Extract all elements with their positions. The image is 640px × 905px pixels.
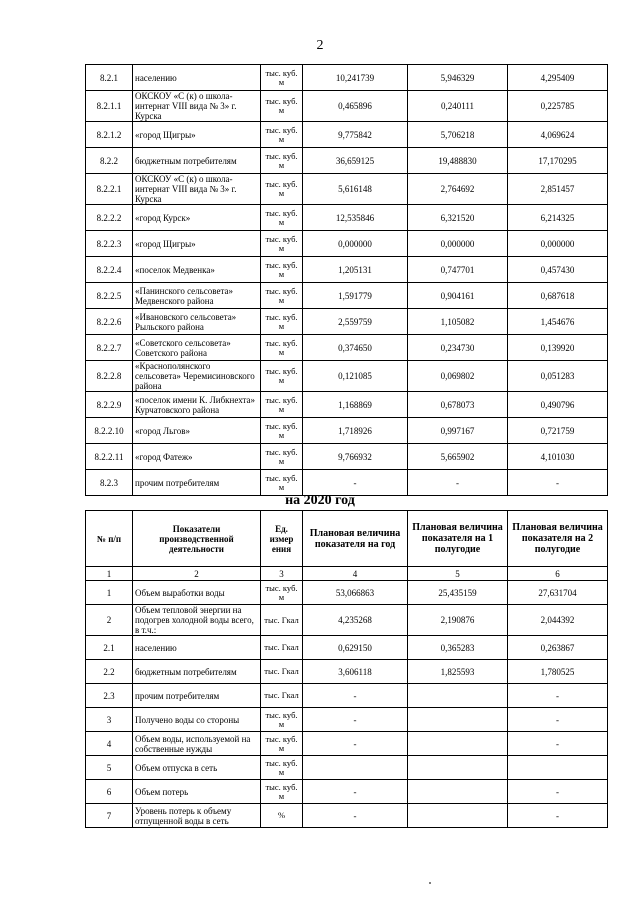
row-code: 2.2 (86, 660, 133, 684)
row-value-second-half: 0,000000 (508, 231, 608, 257)
row-value-year: 53,066863 (303, 581, 408, 605)
row-name: Объем выработки воды (133, 581, 261, 605)
header-unit: Ед. измер ения (261, 511, 303, 567)
row-value-second-half: - (508, 470, 608, 496)
section-title: на 2020 год (285, 493, 355, 508)
table-row (86, 283, 608, 309)
row-value-first-half: 5,665902 (408, 444, 508, 470)
row-value-first-half (408, 804, 508, 828)
row-value-year: 0,121085 (303, 361, 408, 392)
row-name: населению (133, 636, 261, 660)
row-code: 7 (86, 804, 133, 828)
row-value-first-half: 2,190876 (408, 605, 508, 636)
row-value-second-half: 2,044392 (508, 605, 608, 636)
row-name: «город Щигры» (133, 122, 261, 148)
row-value-second-half: - (508, 684, 608, 708)
row-code: 8.2.2.6 (86, 309, 133, 335)
row-unit: тыс. куб. м (261, 581, 303, 605)
row-unit: тыс. куб. м (261, 231, 303, 257)
table-row (86, 756, 608, 780)
row-name: «город Фатеж» (133, 444, 261, 470)
row-code: 4 (86, 732, 133, 756)
row-value-first-half: 0,904161 (408, 283, 508, 309)
row-value-year: 0,465896 (303, 91, 408, 122)
row-unit: тыс. куб. м (261, 283, 303, 309)
row-value-second-half: 0,721759 (508, 418, 608, 444)
row-name: бюджетным потребителям (133, 148, 261, 174)
table-row (86, 780, 608, 804)
column-number: 5 (408, 567, 508, 581)
row-unit: тыс. куб. м (261, 780, 303, 804)
column-number: 4 (303, 567, 408, 581)
row-value-first-half: 1,825593 (408, 660, 508, 684)
row-value-year: 1,718926 (303, 418, 408, 444)
table-row (86, 361, 608, 392)
row-value-first-half: 5,706218 (408, 122, 508, 148)
row-value-second-half: 4,101030 (508, 444, 608, 470)
row-value-second-half: 1,454676 (508, 309, 608, 335)
row-name: «Краснополянского сельсовета» Черемисиновского района (133, 361, 261, 392)
row-value-year: 9,775842 (303, 122, 408, 148)
row-code: 8.2.2.4 (86, 257, 133, 283)
row-unit: тыс. куб. м (261, 418, 303, 444)
row-name: населению (133, 65, 261, 91)
row-code: 3 (86, 708, 133, 732)
row-value-first-half: 0,240111 (408, 91, 508, 122)
table-row (86, 65, 608, 91)
row-code: 8.2.2.7 (86, 335, 133, 361)
row-name: ОКСКОУ «С (к) о школа-интернат VIII вида № 3» г. Курска (133, 174, 261, 205)
table-row (86, 148, 608, 174)
row-value-year: 0,374650 (303, 335, 408, 361)
table-row (86, 804, 608, 828)
row-unit: тыс. куб. м (261, 392, 303, 418)
row-value-first-half: 25,435159 (408, 581, 508, 605)
row-value-second-half: 2,851457 (508, 174, 608, 205)
row-code: 8.2.1.1 (86, 91, 133, 122)
row-value-year: 1,205131 (303, 257, 408, 283)
row-name: прочим потребителям (133, 470, 261, 496)
row-value-second-half: 0,490796 (508, 392, 608, 418)
table-row (86, 732, 608, 756)
table-row (86, 309, 608, 335)
row-value-year: - (303, 708, 408, 732)
row-value-year: 1,591779 (303, 283, 408, 309)
row-value-first-half: 5,946329 (408, 65, 508, 91)
row-code: 8.2.3 (86, 470, 133, 496)
row-unit: тыс. куб. м (261, 205, 303, 231)
row-value-second-half (508, 756, 608, 780)
row-unit: % (261, 804, 303, 828)
row-name: Объем потерь (133, 780, 261, 804)
row-code: 8.2.2 (86, 148, 133, 174)
row-unit: тыс. Гкал (261, 636, 303, 660)
row-name: «город Курск» (133, 205, 261, 231)
row-unit: тыс. куб. м (261, 470, 303, 496)
table-row (86, 91, 608, 122)
row-name: «Советского сельсовета» Советского района (133, 335, 261, 361)
row-name: «поселок Медвенка» (133, 257, 261, 283)
row-unit: тыс. куб. м (261, 335, 303, 361)
row-unit: тыс. куб. м (261, 309, 303, 335)
bottom-data-table (85, 510, 608, 828)
table-row (86, 257, 608, 283)
table-row (86, 392, 608, 418)
header-name: Показатели производственной деятельности (133, 511, 261, 567)
row-code: 2.3 (86, 684, 133, 708)
row-value-second-half: 0,263867 (508, 636, 608, 660)
row-unit: тыс. куб. м (261, 756, 303, 780)
row-unit: тыс. куб. м (261, 257, 303, 283)
row-value-second-half: 6,214325 (508, 205, 608, 231)
row-value-year: 9,766932 (303, 444, 408, 470)
table-row (86, 605, 608, 636)
row-value-second-half: - (508, 780, 608, 804)
row-name: «Панинского сельсовета» Медвенского района (133, 283, 261, 309)
row-code: 1 (86, 581, 133, 605)
row-value-year: - (303, 684, 408, 708)
header-h2: Плановая величина показателя на 2 полугодие (508, 511, 608, 567)
table-row (86, 708, 608, 732)
row-code: 2 (86, 605, 133, 636)
row-value-year: - (303, 804, 408, 828)
row-value-second-half: - (508, 732, 608, 756)
header-year: Плановая величина показателя на год (303, 511, 408, 567)
table-row (86, 418, 608, 444)
row-value-first-half: 19,488830 (408, 148, 508, 174)
row-code: 8.2.2.11 (86, 444, 133, 470)
row-value-first-half: 0,365283 (408, 636, 508, 660)
row-name: Объем воды, используемой на собственные нужды (133, 732, 261, 756)
row-unit: тыс. Гкал (261, 684, 303, 708)
row-unit: тыс. куб. м (261, 122, 303, 148)
row-code: 6 (86, 780, 133, 804)
row-name: Уровень потерь к объему отпущенной воды в сеть (133, 804, 261, 828)
row-code: 8.2.1 (86, 65, 133, 91)
column-number: 3 (261, 567, 303, 581)
row-value-first-half: 0,000000 (408, 231, 508, 257)
row-unit: тыс. куб. м (261, 91, 303, 122)
row-code: 8.2.2.2 (86, 205, 133, 231)
table-row (86, 205, 608, 231)
row-value-second-half: - (508, 804, 608, 828)
row-name: «Ивановского сельсовета» Рыльского района (133, 309, 261, 335)
row-value-year: - (303, 780, 408, 804)
row-value-year: - (303, 470, 408, 496)
row-code: 5 (86, 756, 133, 780)
row-name: «город Щигры» (133, 231, 261, 257)
row-value-first-half (408, 684, 508, 708)
row-code: 8.2.2.3 (86, 231, 133, 257)
row-value-year: 10,241739 (303, 65, 408, 91)
row-value-year: 0,629150 (303, 636, 408, 660)
row-name: «поселок имени К. Либкнехта» Курчатовского района (133, 392, 261, 418)
table-row (86, 231, 608, 257)
row-code: 8.2.2.10 (86, 418, 133, 444)
row-value-year: 5,616148 (303, 174, 408, 205)
row-value-first-half (408, 708, 508, 732)
row-value-second-half: 17,170295 (508, 148, 608, 174)
row-code: 8.2.2.5 (86, 283, 133, 309)
row-value-year: 12,535846 (303, 205, 408, 231)
row-code: 8.2.2.1 (86, 174, 133, 205)
row-value-second-half: 4,295409 (508, 65, 608, 91)
table-row (86, 684, 608, 708)
column-number: 2 (133, 567, 261, 581)
row-name: ОКСКОУ «С (к) о школа-интернат VIII вида № 3» г. Курска (133, 91, 261, 122)
row-name: прочим потребителям (133, 684, 261, 708)
row-value-first-half: 0,069802 (408, 361, 508, 392)
row-value-second-half: 0,051283 (508, 361, 608, 392)
row-unit: тыс. Гкал (261, 660, 303, 684)
row-unit: тыс. куб. м (261, 444, 303, 470)
row-value-second-half: 27,631704 (508, 581, 608, 605)
row-value-year: 1,168869 (303, 392, 408, 418)
table-row (86, 174, 608, 205)
row-value-first-half: 6,321520 (408, 205, 508, 231)
row-value-first-half (408, 732, 508, 756)
row-unit: тыс. куб. м (261, 65, 303, 91)
row-value-first-half: 2,764692 (408, 174, 508, 205)
table-row (86, 444, 608, 470)
table-row (86, 335, 608, 361)
page-number: 2 (316, 38, 324, 53)
row-value-second-half: 0,687618 (508, 283, 608, 309)
row-name: «город Льгов» (133, 418, 261, 444)
header-num: № п/п (86, 511, 133, 567)
column-number: 6 (508, 567, 608, 581)
row-value-year: 2,559759 (303, 309, 408, 335)
row-value-second-half: - (508, 708, 608, 732)
row-code: 8.2.1.2 (86, 122, 133, 148)
row-value-first-half: 1,105082 (408, 309, 508, 335)
row-value-year: - (303, 732, 408, 756)
row-unit: тыс. куб. м (261, 732, 303, 756)
row-value-year: 36,659125 (303, 148, 408, 174)
row-value-first-half: 0,747701 (408, 257, 508, 283)
table-row (86, 470, 608, 496)
row-unit: тыс. куб. м (261, 361, 303, 392)
row-name: бюджетным потребителям (133, 660, 261, 684)
row-code: 8.2.2.8 (86, 361, 133, 392)
table-row (86, 636, 608, 660)
row-value-second-half: 1,780525 (508, 660, 608, 684)
row-value-first-half: 0,997167 (408, 418, 508, 444)
row-value-year: 0,000000 (303, 231, 408, 257)
row-name: Объем тепловой энергии на подогрев холодной воды всего, в т.ч.: (133, 605, 261, 636)
row-unit: тыс. куб. м (261, 148, 303, 174)
row-value-second-half: 4,069624 (508, 122, 608, 148)
table-row (86, 660, 608, 684)
row-unit: тыс. куб. м (261, 708, 303, 732)
table-row (86, 122, 608, 148)
row-code: 8.2.2.9 (86, 392, 133, 418)
row-value-second-half: 0,457430 (508, 257, 608, 283)
table-row (86, 581, 608, 605)
row-value-first-half (408, 780, 508, 804)
row-value-first-half: 0,678073 (408, 392, 508, 418)
row-name: Объем отпуска в сеть (133, 756, 261, 780)
header-h1: Плановая величина показателя на 1 полугодие (408, 511, 508, 567)
row-unit: тыс. куб. м (261, 174, 303, 205)
row-value-second-half: 0,139920 (508, 335, 608, 361)
scan-speck (429, 882, 431, 884)
row-value-year (303, 756, 408, 780)
row-value-first-half: - (408, 470, 508, 496)
row-value-year: 3,606118 (303, 660, 408, 684)
column-number-row (86, 567, 608, 581)
row-code: 2.1 (86, 636, 133, 660)
row-value-year: 4,235268 (303, 605, 408, 636)
table-header-row (86, 511, 608, 567)
column-number: 1 (86, 567, 133, 581)
row-name: Получено воды со стороны (133, 708, 261, 732)
row-value-first-half (408, 756, 508, 780)
row-unit: тыс. Гкал (261, 605, 303, 636)
row-value-second-half: 0,225785 (508, 91, 608, 122)
top-data-table (85, 64, 608, 496)
row-value-first-half: 0,234730 (408, 335, 508, 361)
